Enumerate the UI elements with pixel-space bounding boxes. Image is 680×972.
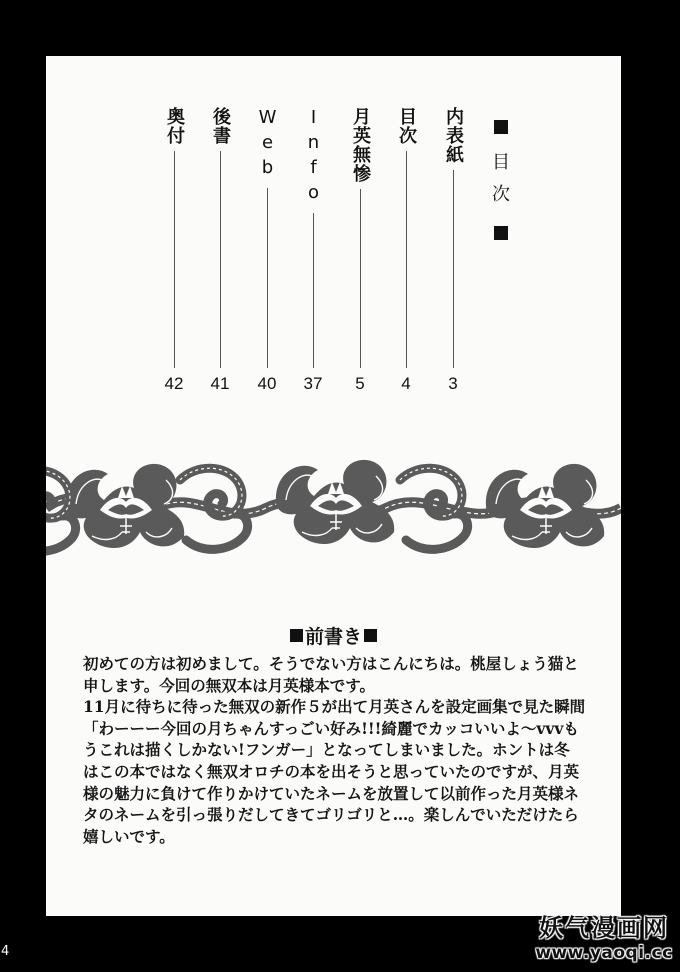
- toc-heading-char: 目: [492, 152, 510, 173]
- preface-line: 様の魅力に負けて作りかけていたネームを放置して以前作った月英様ネ: [83, 783, 580, 803]
- preface-line: タのネームを引っ張りだしてきてゴリゴリと…。楽しんでいただけたら: [83, 805, 579, 825]
- toc-leader-line: [360, 189, 361, 368]
- toc-entry-page-number: 41: [210, 374, 230, 393]
- page-number-edge: 4: [1, 944, 10, 959]
- book-page: [46, 56, 621, 916]
- toc-entry-page-number: 42: [164, 374, 184, 393]
- toc-entry-title: 月英無惨: [350, 107, 371, 183]
- toc-entry-title: 後書: [210, 107, 231, 145]
- watermark-url: www.yaoqi.cc: [535, 943, 673, 963]
- toc-entry-page-number: 4: [401, 374, 411, 393]
- toc-entry-page-number: 3: [448, 374, 458, 393]
- preface-line: 11月に待ちに待った無双の新作５が出て月英さんを設定画集で見た瞬間: [83, 697, 586, 717]
- toc-leader-line: [220, 151, 221, 368]
- toc-entry-title: 目次: [396, 107, 417, 145]
- preface-body: [83, 653, 603, 847]
- toc-entry-page-number: 40: [257, 374, 277, 393]
- toc-entry-title: Info: [303, 107, 324, 207]
- site-watermark: [530, 914, 678, 970]
- toc-heading: [489, 120, 513, 240]
- toc-leader-line: [406, 151, 407, 368]
- toc-leader-line: [313, 213, 314, 368]
- toc-entry: [162, 107, 186, 368]
- toc-entry-page-number: 37: [303, 374, 323, 393]
- toc-entry: [208, 107, 232, 368]
- preface-line: 嬉しいです。: [83, 826, 175, 846]
- toc-entry-page-number: 5: [355, 374, 365, 393]
- toc-leader-line: [174, 151, 175, 368]
- preface-line: うこれは描くしかない!フンガー」となってしまいました。ホントは冬: [83, 740, 570, 760]
- toc-entry: [301, 107, 325, 368]
- toc-entry: [255, 107, 279, 368]
- toc-entry-title: Web: [257, 107, 278, 182]
- preface-line: はこの本ではなく無双オロチの本を出そうと思っていたのですが、月英: [83, 761, 580, 781]
- preface-heading: [46, 622, 621, 649]
- preface-line: 申します。今回の無双本は月英様本です。: [83, 675, 376, 695]
- toc-heading-char: 次: [492, 184, 510, 205]
- toc-entry: [348, 107, 372, 368]
- floral-ornament-border: [46, 458, 621, 556]
- watermark-site-name: 妖气漫画网: [539, 913, 669, 942]
- toc-leader-line: [267, 188, 268, 368]
- toc-entry: [394, 107, 418, 368]
- square-bullet-icon: [494, 226, 508, 240]
- square-bullet-icon: [494, 120, 508, 134]
- toc-leader-line: [453, 170, 454, 368]
- square-bullet-icon: [290, 629, 303, 642]
- toc-entry: [441, 107, 465, 368]
- square-bullet-icon: [364, 629, 377, 642]
- toc-entry-title: 奥付: [164, 107, 185, 145]
- preface-line: 初めての方は初めまして。そうでない方はこんにちは。桃屋しょう猫と: [83, 654, 579, 673]
- toc-entry-title: 内表紙: [443, 107, 464, 164]
- preface-line: 「わーーー今回の月ちゃんすっごい好み!!!綺麗でカッコいいよ～vvvも: [83, 718, 579, 738]
- preface-heading-text: 前書き: [304, 626, 362, 648]
